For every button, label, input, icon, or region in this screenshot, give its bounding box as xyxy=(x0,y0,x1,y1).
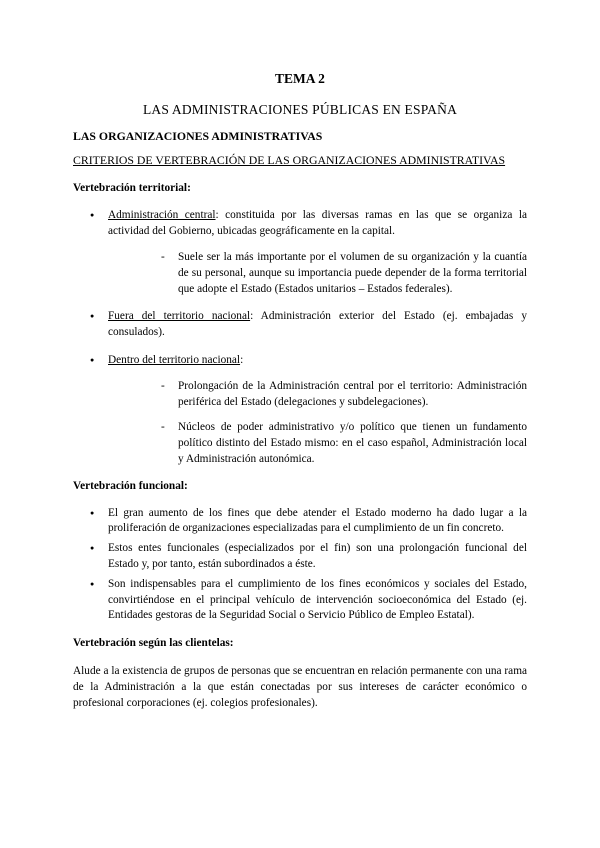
list-item xyxy=(73,208,527,297)
item-term: Fuera del territorio nacional xyxy=(108,310,251,323)
item-term: Dentro del territorio nacional xyxy=(108,353,241,366)
funcional-list xyxy=(73,506,527,625)
list-item: ● El gran aumento de los fines que debe atender el Estado moderno ha dado lugar a la proliferación de organizaciones especializadas para el cumplimiento de un fin concreto. xyxy=(73,506,527,538)
section-heading: LAS ORGANIZACIONES ADMINISTRATIVAS xyxy=(73,129,323,143)
list-item xyxy=(73,353,527,468)
item-text: : xyxy=(240,353,244,366)
territorial-list xyxy=(73,208,527,467)
list-item: ● Estos entes funcionales (especializados por el fin) son una prolongación funcional del Estado y, por tanto, están subordinados a éste. xyxy=(73,541,527,573)
list-item: ● Son indispensables para el cumplimiento de los fines económicos y sociales del Estado, convirtiéndose en el principal vehículo de intervención socioeconómica del Estado (ej. Entidades gestoras de la Seguridad Social o Servicio Público de Empleo Estatal). xyxy=(73,577,527,624)
item-text: : constituida por las diversas ramas en las que se organiza la actividad del Gobierno, ubicadas geográficamente en la capital. xyxy=(108,209,527,238)
sub-list xyxy=(108,250,527,297)
territorial-heading: Vertebración territorial: xyxy=(73,181,191,194)
item-term: Administración central xyxy=(108,209,216,222)
clientelas-heading: Vertebración según las clientelas: xyxy=(73,637,234,650)
list-item xyxy=(73,309,527,341)
sub-list-item: - Núcleos de poder administrativo y/o político que tienen un fundamento político distinto del Estado mismo: en el caso español, Administración local y Administración autonómica. xyxy=(108,420,527,467)
document-title: LAS ADMINISTRACIONES PÚBLICAS EN ESPAÑA xyxy=(142,102,458,117)
sub-list-item: - Prolongación de la Administración central por el territorio: Administración periférica del Estado (delegaciones y subdelegaciones). xyxy=(108,379,527,411)
criteria-heading: CRITERIOS DE VERTEBRACIÓN DE LAS ORGANIZACIONES ADMINISTRATIVAS xyxy=(73,152,506,167)
clientelas-paragraph: Alude a la existencia de grupos de personas que se encuentran en relación permanente con una rama de la Administración a la que están conectadas por sus intereses de carácter económico o profesional corporaciones (ej. colegios profesionales). xyxy=(73,664,527,709)
sub-list-item: - Suele ser la más importante por el volumen de su organización y la cuantía de su personal, aunque su importancia puede depender de la forma territorial que adopte el Estado (Estados unitarios – Estados federales). xyxy=(108,250,527,297)
sub-list xyxy=(108,379,527,468)
item-text: : Administración exterior del Estado (ej. embajadas y consulados). xyxy=(108,310,527,339)
topic-number: TEMA 2 xyxy=(275,71,325,86)
funcional-heading: Vertebración funcional: xyxy=(73,479,188,492)
